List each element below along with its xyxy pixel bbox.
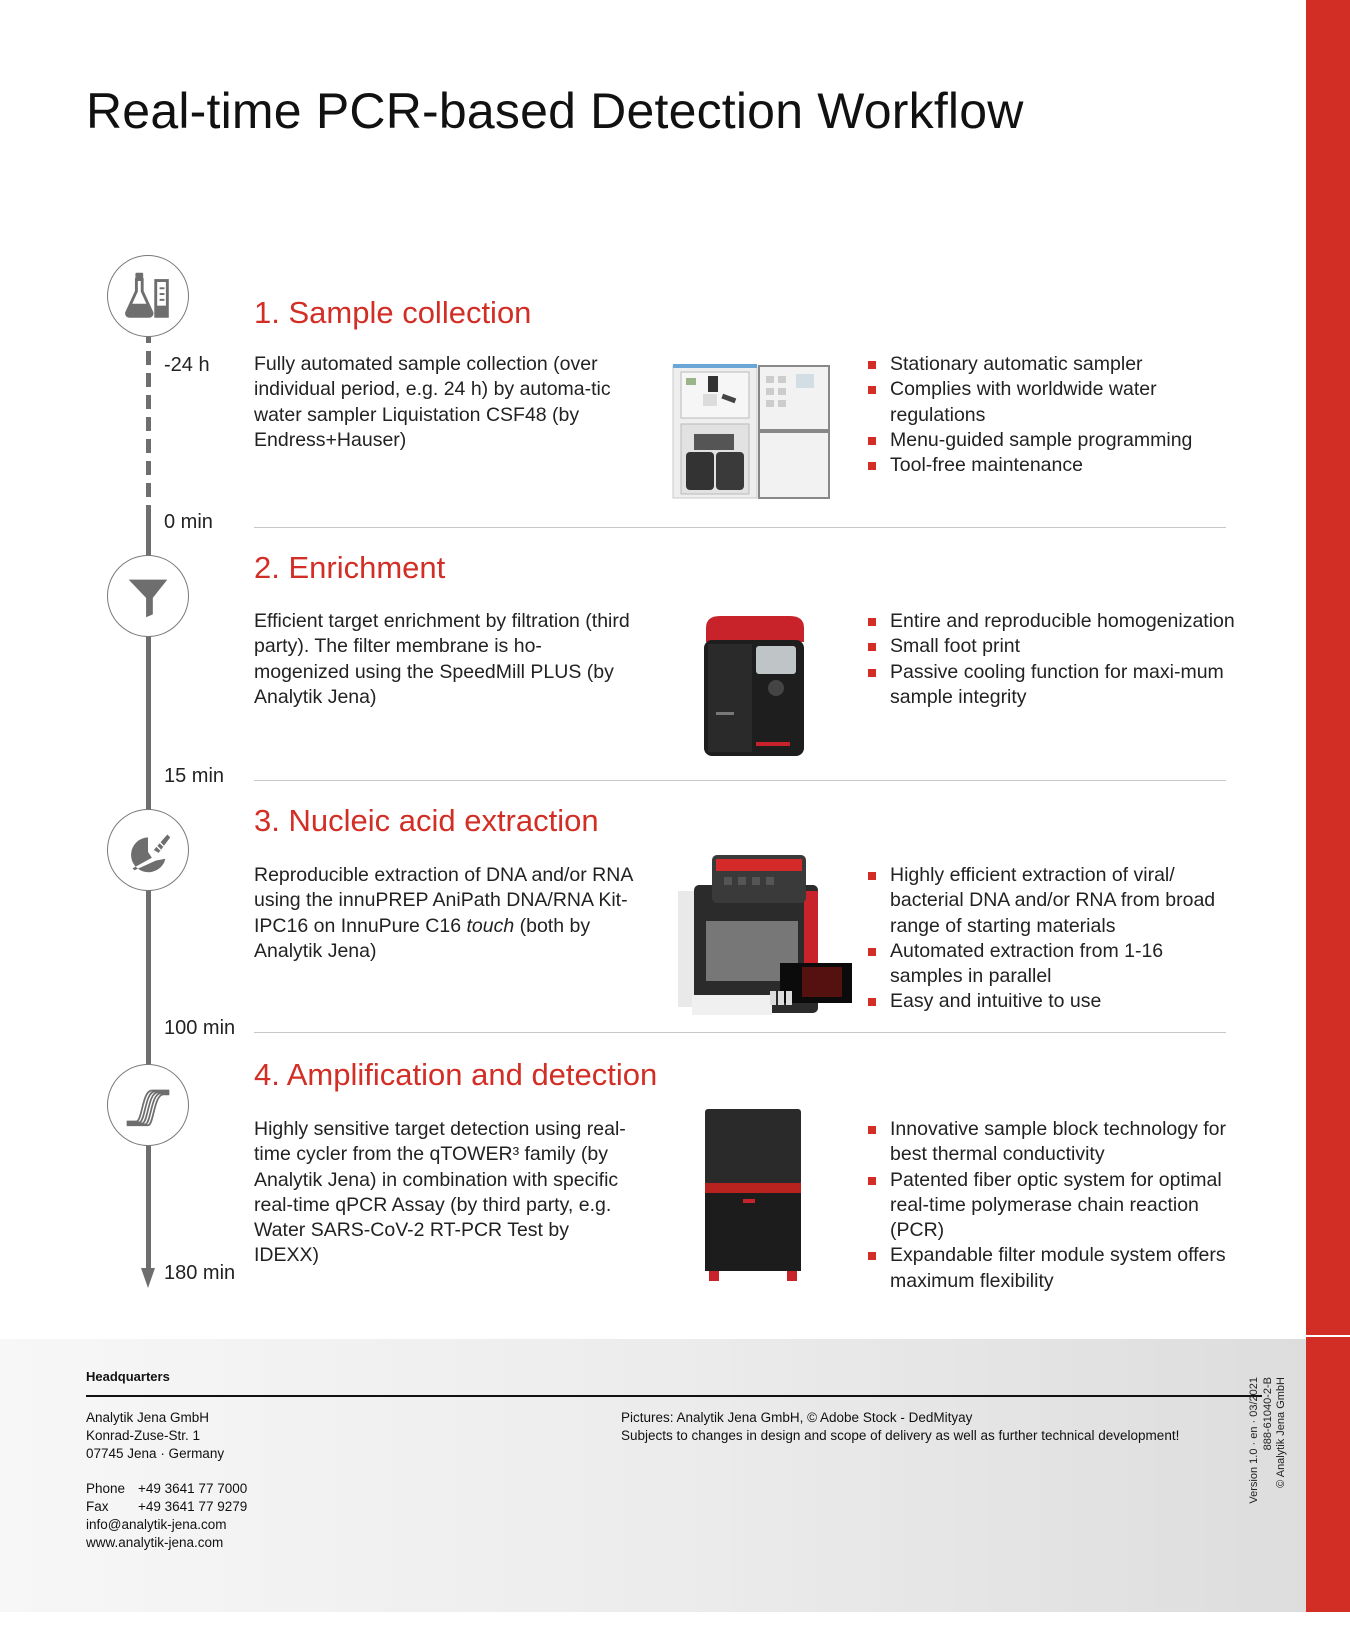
fax-label: Fax bbox=[86, 1499, 109, 1514]
feature-item: Innovative sample block technology for best thermal conductivity bbox=[866, 1117, 1236, 1168]
feature-item: Highly efficient extraction of viral/ bacterial DNA and/or RNA from broad range of starting materials bbox=[866, 863, 1236, 939]
disclaimer-line: Subjects to changes in design and scope of delivery as well as further technical development! bbox=[621, 1428, 1180, 1443]
fax-number: +49 3641 77 9279 bbox=[138, 1499, 248, 1514]
phone-row bbox=[86, 1480, 247, 1498]
headquarters-address bbox=[86, 1409, 247, 1552]
email-link[interactable]: info@analytik-jena.com bbox=[86, 1517, 227, 1532]
time-label: 15 min bbox=[164, 765, 225, 787]
feature-list bbox=[866, 863, 1236, 1015]
step-description: Efficient target enrichment by filtration (third party). The filter membrane is ho-mogenized using the SpeedMill PLUS (by Analytik Jena) bbox=[254, 610, 630, 708]
feature-list bbox=[866, 609, 1236, 710]
phone-number: +49 3641 77 7000 bbox=[138, 1481, 248, 1496]
feature-item: Complies with worldwide water regulations bbox=[866, 377, 1236, 428]
company-name: Analytik Jena GmbH bbox=[86, 1410, 210, 1425]
picture-credits bbox=[621, 1409, 1179, 1445]
feature-item: Passive cooling function for maxi-mum sample integrity bbox=[866, 660, 1236, 711]
feature-item: Entire and reproducible homogenization bbox=[866, 609, 1236, 634]
timeline-arrow-icon bbox=[141, 1268, 155, 1288]
feature-item: Patented fiber optic system for optimal real-time polymerase chain reaction (PCR) bbox=[866, 1168, 1236, 1244]
step-title: 3. Nucleic acid extraction bbox=[254, 803, 599, 838]
website-link[interactable]: www.analytik-jena.com bbox=[86, 1535, 224, 1550]
red-bar-notch bbox=[1306, 1335, 1350, 1337]
city-address: 07745 Jena · Germany bbox=[86, 1446, 225, 1461]
time-label: 180 min bbox=[164, 1262, 236, 1284]
document-number: 888-61040-2-B bbox=[1261, 1377, 1274, 1451]
time-label: 0 min bbox=[164, 511, 213, 533]
section-divider bbox=[254, 780, 1226, 781]
version-text: Version 1.0 · en · 03/2021 bbox=[1248, 1377, 1260, 1504]
step-title: 2. Enrichment bbox=[254, 550, 446, 585]
amplification-curves-icon bbox=[107, 1064, 189, 1146]
feature-item: Menu-guided sample programming bbox=[866, 428, 1236, 453]
step-description: Highly sensitive target detection using real-time cycler from the qTOWER³ family (by Analytik Jena) in combination with specific real-time qPCR Assay (by third party, e.g. Water SARS-CoV-2 RT-PCR Test by IDEXX) bbox=[254, 1118, 626, 1267]
feature-list bbox=[866, 352, 1236, 478]
description-text: (both by Analytik Jena) bbox=[254, 914, 591, 962]
homogenizer-image bbox=[698, 610, 808, 762]
funnel-icon bbox=[107, 555, 189, 637]
fax-row bbox=[86, 1498, 247, 1516]
document-version-info bbox=[1248, 1377, 1289, 1517]
extraction-instrument-image bbox=[672, 855, 852, 1020]
step-description bbox=[254, 863, 644, 964]
feature-item: Small foot print bbox=[866, 634, 1236, 659]
timeline-dashed-segment bbox=[146, 329, 151, 512]
credits-line: Pictures: Analytik Jena GmbH, © Adobe Stock - DedMityay bbox=[621, 1410, 973, 1425]
time-label: -24 h bbox=[164, 354, 210, 376]
step-description: Fully automated sample collection (over individual period, e.g. 24 h) by automa-tic water sampler Liquistation CSF48 (by Endress+Hauser) bbox=[254, 353, 611, 451]
footer-rule bbox=[86, 1395, 1262, 1397]
street-address: Konrad-Zuse-Str. 1 bbox=[86, 1428, 201, 1443]
feature-item: Tool-free maintenance bbox=[866, 453, 1236, 478]
feature-item: Automated extraction from 1-16 samples in parallel bbox=[866, 939, 1236, 990]
footer-heading: Headquarters bbox=[86, 1369, 170, 1384]
description-italic: touch bbox=[466, 914, 515, 937]
copyright-text: © Analytik Jena GmbH bbox=[1275, 1377, 1287, 1488]
feature-list bbox=[866, 1117, 1236, 1294]
section-divider bbox=[254, 527, 1226, 528]
qpcr-cycler-image bbox=[703, 1107, 803, 1283]
dna-extraction-icon bbox=[107, 809, 189, 891]
feature-item: Stationary automatic sampler bbox=[866, 352, 1236, 377]
flask-and-cylinder-icon bbox=[107, 255, 189, 337]
section-divider bbox=[254, 1032, 1226, 1033]
red-side-bar bbox=[1306, 0, 1350, 1612]
step-title: 4. Amplification and detection bbox=[254, 1057, 658, 1092]
footer bbox=[0, 1339, 1306, 1612]
feature-item: Expandable filter module system offers maximum flexibility bbox=[866, 1243, 1236, 1294]
step-title: 1. Sample collection bbox=[254, 295, 532, 330]
description-text: Reproducible extraction of DNA and/or RNA using the innuPREP AniPath DNA/RNA Kit-IPC16 on InnuPure C16 bbox=[254, 864, 633, 937]
phone-label: Phone bbox=[86, 1481, 126, 1496]
feature-item: Easy and intuitive to use bbox=[866, 989, 1236, 1014]
water-sampler-image bbox=[670, 362, 830, 502]
time-label: 100 min bbox=[164, 1017, 236, 1039]
page-title: Real-time PCR-based Detection Workflow bbox=[86, 83, 1024, 139]
